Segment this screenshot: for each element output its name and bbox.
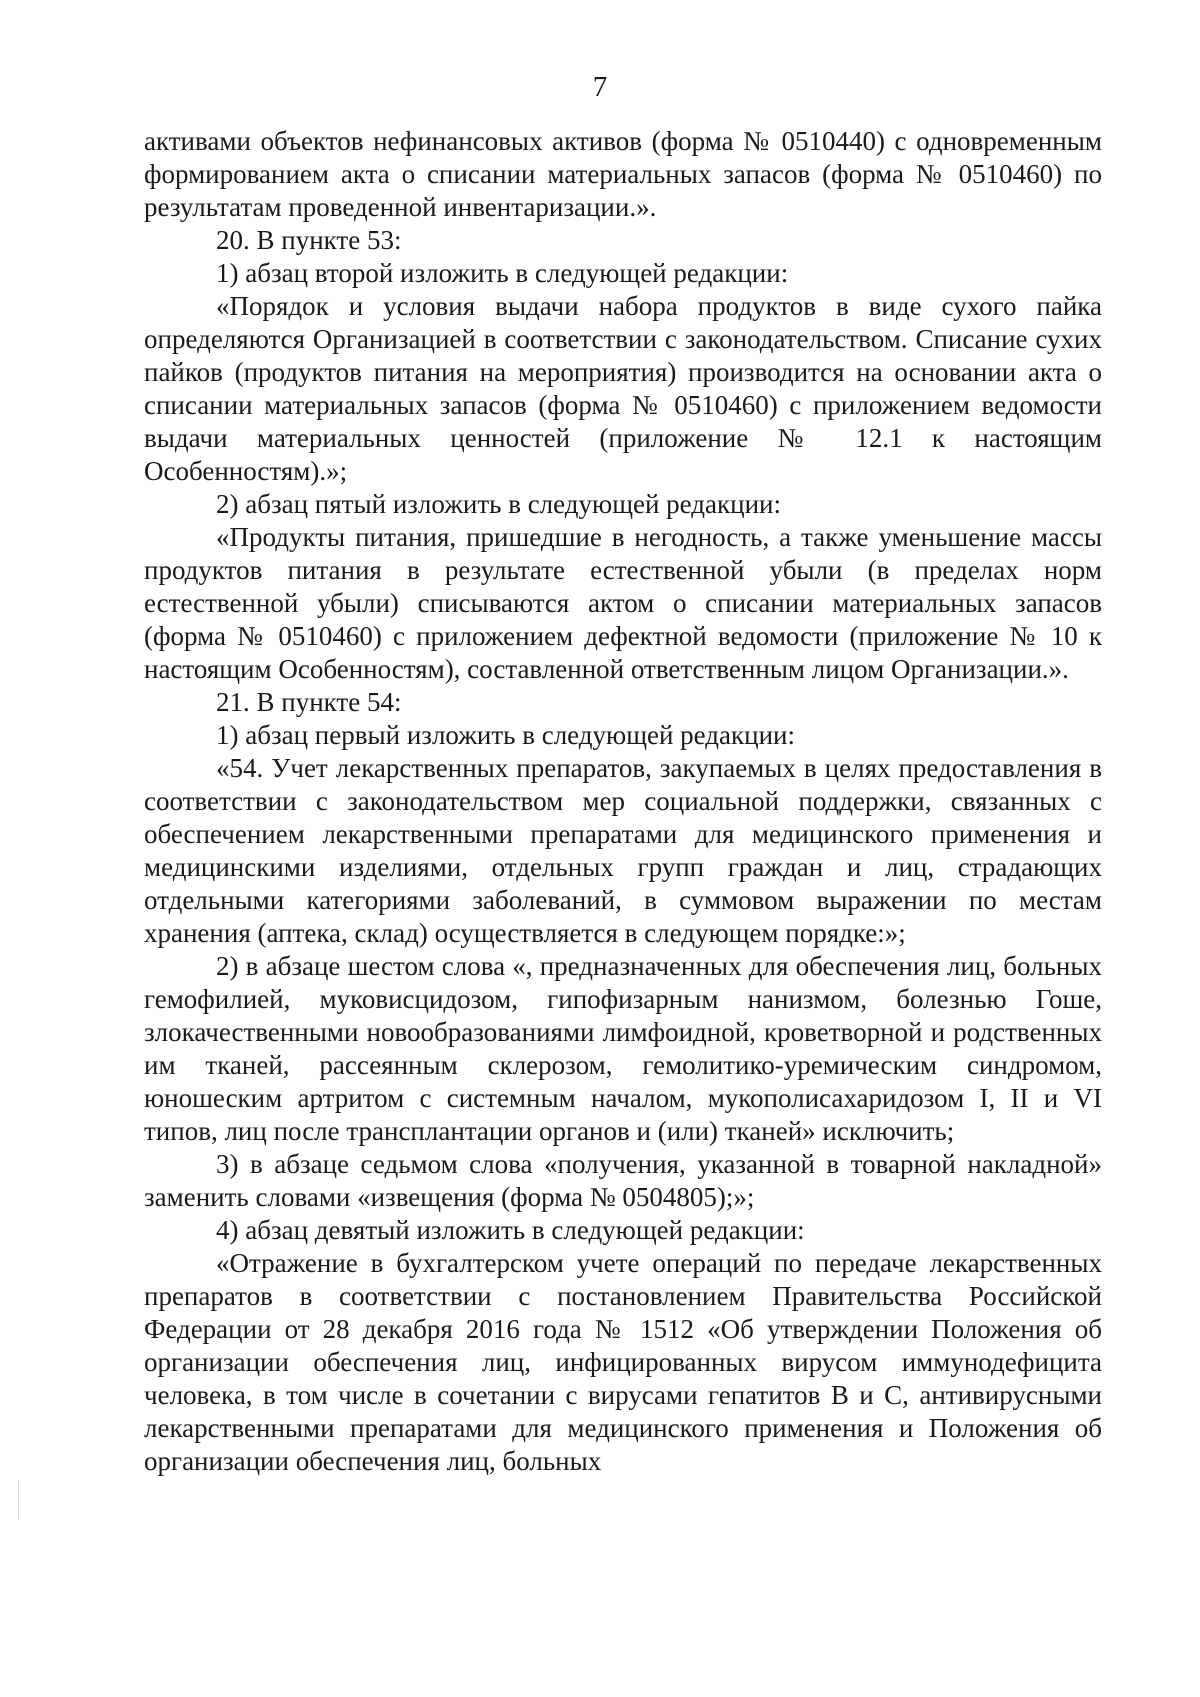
page-number: 7 bbox=[592, 71, 608, 103]
paragraph: 2) абзац пятый изложить в следующей редакции: bbox=[216, 489, 781, 519]
paragraph: 3) в абзаце седьмом слова «получения, указанной в товарной накладной» заменить словами «извещения (форма № 0504805);»; bbox=[144, 1149, 1102, 1212]
paragraph: 2) в абзаце шестом слова «, предназначенных для обеспечения лиц, больных гемофилией, муковисцидозом, гипофизарным нанизмом, болезнью Гоше, злокачественными новообразованиями лимфоидной, кроветворной и родственных им тканей, рассеянным склерозом, гемолитико-уремическим синдромом, юношеским артритом с системным началом, мукополисахаридозом I, II и VI типов, лиц после трансплантации органов и (или) тканей» исключить; bbox=[144, 951, 1102, 1146]
paragraph: активами объектов нефинансовых активов (форма № 0510440) с одновременным формированием акта о списании материальных запасов (форма № 0510460) по результатам проведенной инвентаризации.». bbox=[144, 126, 1102, 222]
paragraph: «Отражение в бухгалтерском учете операций по передаче лекарственных препаратов в соответствии с постановлением Правительства Российской Федерации от 28 декабря 2016 года № 1512 «Об утверждении Положения об организации обеспечения лиц, инфицированных вирусом иммунодефицита человека, в том числе в сочетании с вирусами гепатитов B и C, антивирусными лекарственными препаратами для медицинского применения и Положения об организации обеспечения лиц, больных bbox=[144, 1248, 1102, 1476]
paragraph: «54. Учет лекарственных препаратов, закупаемых в целях предоставления в соответствии с законодательством мер социальной поддержки, связанных с обеспечением лекарственными препаратами для медицинского применения и медицинскими изделиями, отдельных групп граждан и лиц, страдающих отдельными категориями заболеваний, в суммовом выражении по местам хранения (аптека, склад) осуществляется в следующем порядке:»; bbox=[144, 753, 1102, 948]
document-body bbox=[144, 125, 1102, 1478]
paragraph: 20. В пункте 53: bbox=[216, 225, 402, 255]
paragraph: «Порядок и условия выдачи набора продуктов в виде сухого пайка определяются Организацией в соответствии с законодательством. Списание сухих пайков (продуктов питания на мероприятия) производится на основании акта о списании материальных запасов (форма № 0510460) с приложением ведомости выдачи материальных ценностей (приложение № 12.1 к настоящим Особенностям).»; bbox=[144, 291, 1102, 486]
paragraph: «Продукты питания, пришедшие в негодность, а также уменьшение массы продуктов питания в результате естественной убыли (в пределах норм естественной убыли) списываются актом о списании материальных запасов (форма № 0510460) с приложением дефектной ведомости (приложение № 10 к настоящим Особенностям), составленной ответственным лицом Организации.». bbox=[144, 522, 1102, 684]
scan-margin-mark bbox=[18, 1480, 19, 1520]
paragraph: 1) абзац второй изложить в следующей редакции: bbox=[216, 258, 789, 288]
paragraph: 4) абзац девятый изложить в следующей редакции: bbox=[216, 1215, 805, 1245]
paragraph: 21. В пункте 54: bbox=[216, 687, 402, 717]
paragraph: 1) абзац первый изложить в следующей редакции: bbox=[216, 720, 795, 750]
